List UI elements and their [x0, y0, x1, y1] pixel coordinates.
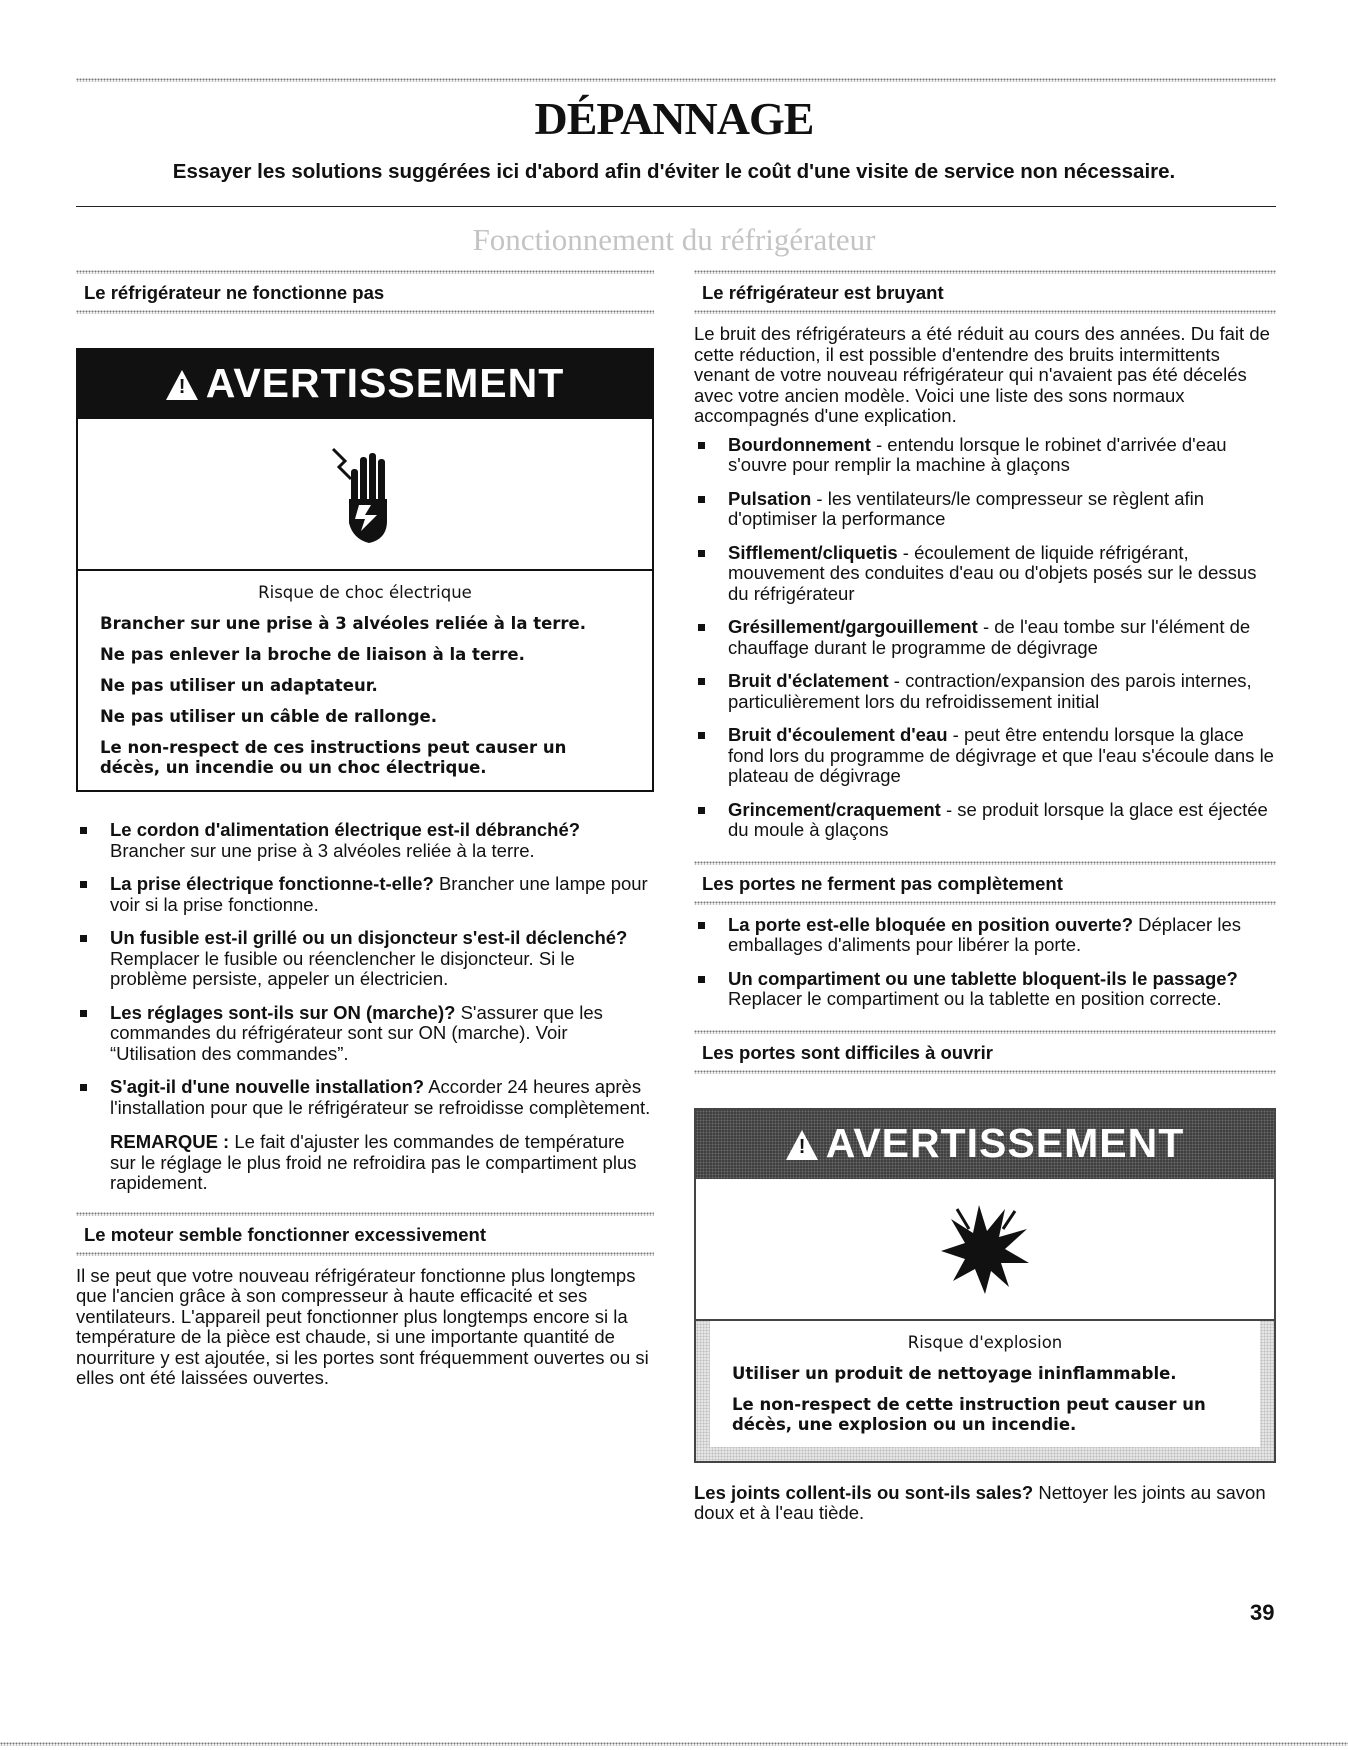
page-number: 39 [1250, 1600, 1275, 1625]
dotted-rule [694, 901, 1276, 905]
note: REMARQUE : Le fait d'ajuster les commandes de température sur le réglage le plus froid ne refroidira pas le compartiment plus rapidement. [110, 1131, 637, 1193]
list-item: Les réglages sont-ils sur ON (marche)? S'assurer que les commandes du réfrigérateur sont sur ON (marche). Voir “Utilisation des commandes”. [76, 1003, 654, 1065]
doors-list [694, 915, 1276, 1010]
list-item: Un fusible est-il grillé ou un disjoncteur s'est-il déclenché? Remplacer le fusible ou réenclencher le disjoncteur. Si le problème persiste, appeler un électricien. [76, 928, 654, 990]
list-item: Bruit d'écoulement d'eau - peut être entendu lorsque la glace fond lors du programme de dégivrage et que l'eau s'écoule dans le plateau de dégivrage [694, 725, 1276, 787]
warning-triangle-icon [166, 370, 198, 400]
warning-box-explosion [694, 1108, 1276, 1463]
dotted-rule [694, 310, 1276, 314]
warning-line: Ne pas enlever la broche de liaison à la terre. [100, 645, 525, 664]
subheading-not-running: Le réfrigérateur ne fonctionne pas [84, 282, 385, 303]
paragraph-motor: Il se peut que votre nouveau réfrigérateur fonctionne plus longtemps que l'ancien grâce à son compresseur à haute efficacité et ses ventilateurs. L'appareil peut fonctionner plus longtemps encore si la température de la pièce est chaude, si une importante quantité de nourriture y est ajoutée, si les portes sont fréquemment ouvertes ou si elles ont été laissées ouvertes. [76, 1264, 649, 1388]
warning-body [78, 571, 652, 790]
warning-line: Ne pas utiliser un adaptateur. [100, 676, 378, 695]
warning-header [78, 350, 652, 419]
bottom-dotted-rule [0, 1742, 1348, 1746]
left-column [76, 270, 654, 1389]
warning-header [696, 1110, 1274, 1179]
warning-line: Le non-respect de cette instruction peut causer un décès, une explosion ou un incendie. [732, 1394, 1206, 1434]
warning-line: Utiliser un produit de nettoyage ininflammable. [732, 1363, 1177, 1383]
checklist-not-running [76, 820, 654, 1118]
list-item: La prise électrique fonctionne-t-elle? Brancher une lampe pour voir si la prise fonctionne. [76, 874, 654, 915]
list-item: Grésillement/gargouillement - de l'eau tombe sur l'élément de chauffage durant le programme de dégivrage [694, 617, 1276, 658]
paragraph-gaskets: Les joints collent-ils ou sont-ils sales? Nettoyer les joints au savon doux et à l'eau tiède. [694, 1481, 1266, 1523]
top-dotted-rule [76, 78, 1276, 82]
warning-header-text: AVERTISSEMENT [205, 360, 565, 406]
sounds-list [694, 435, 1276, 841]
subheading-noisy: Le réfrigérateur est bruyant [702, 282, 944, 303]
list-item: Sifflement/cliquetis - écoulement de liquide réfrigérant, mouvement des conduites d'eau ou d'objets posés sur le dessus du réfrigérateur [694, 543, 1276, 605]
subheading-doors-open: Les portes sont difficiles à ouvrir [702, 1041, 993, 1063]
warning-box-electric [76, 348, 654, 792]
paragraph-noise-intro: Le bruit des réfrigérateurs a été réduit au cours des années. Du fait de cette réduction, il est possible d'entendre des bruits intermittents venant de votre nouveau réfrigérateur qui n'avaient pas été décelés avec votre ancien modèle. Voici une liste des sons normaux accompagnés d'une explication. [694, 323, 1270, 426]
warning-triangle-icon [786, 1130, 818, 1160]
warning-risk: Risque de choc électrique [258, 583, 472, 602]
page-title: DÉPANNAGE [534, 93, 814, 144]
warning-body [710, 1321, 1260, 1447]
electric-shock-hand-icon [78, 419, 652, 571]
right-column [694, 270, 1276, 1524]
list-item: La porte est-elle bloquée en position ouverte? Déplacer les emballages d'aliments pour libérer la porte. [694, 915, 1276, 956]
warning-line: Le non-respect de ces instructions peut causer un décès, un incendie ou un choc électrique. [100, 738, 567, 777]
section-title: Fonctionnement du réfrigérateur [472, 222, 876, 257]
list-item: Le cordon d'alimentation électrique est-il débranché? Brancher sur une prise à 3 alvéoles reliée à la terre. [76, 820, 654, 861]
dotted-rule [76, 310, 654, 314]
explosion-icon [696, 1179, 1274, 1321]
dotted-rule [694, 1070, 1276, 1074]
subheading-motor: Le moteur semble fonctionner excessivement [84, 1223, 486, 1245]
warning-header-text: AVERTISSEMENT [825, 1119, 1185, 1166]
warning-risk: Risque d'explosion [907, 1332, 1063, 1352]
list-item: Bourdonnement - entendu lorsque le robinet d'arrivée d'eau s'ouvre pour remplir la machine à glaçons [694, 435, 1276, 476]
subheading-doors-close: Les portes ne ferment pas complètement [702, 872, 1063, 894]
list-item: Un compartiment ou une tablette bloquent-ils le passage? Replacer le compartiment ou la tablette en position correcte. [694, 969, 1276, 1010]
dotted-rule [76, 1252, 654, 1256]
warning-line: Brancher sur une prise à 3 alvéoles reliée à la terre. [100, 614, 587, 633]
list-item: S'agit-il d'une nouvelle installation? Accorder 24 heures après l'installation pour que le réfrigérateur se refroidisse complètement. [76, 1077, 654, 1118]
list-item: Bruit d'éclatement - contraction/expansion des parois internes, particulièrement lors du refroidissement initial [694, 671, 1276, 712]
warning-line: Ne pas utiliser un câble de rallonge. [100, 707, 437, 726]
list-item: Pulsation - les ventilateurs/le compresseur se règlent afin d'optimiser la performance [694, 489, 1276, 530]
page-subtitle: Essayer les solutions suggérées ici d'abord afin d'éviter le coût d'une visite de service non nécessaire. [172, 160, 1176, 183]
header-rule [76, 206, 1276, 207]
list-item: Grincement/craquement - se produit lorsque la glace est éjectée du moule à glaçons [694, 800, 1276, 841]
